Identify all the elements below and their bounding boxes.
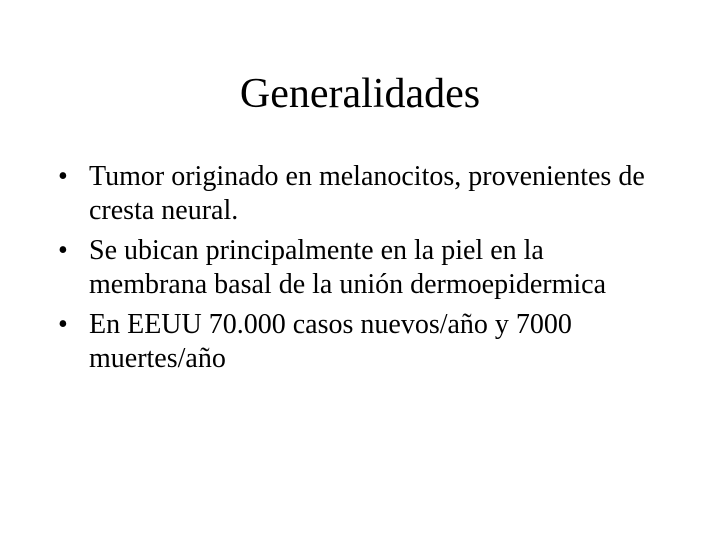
bullet-item — [58, 234, 668, 302]
bullet-marker: • — [58, 161, 68, 192]
bullet-text: Tumor originado en melanocitos, provenientes de cresta neural. — [89, 161, 645, 226]
bullet-item — [58, 160, 668, 228]
bullet-list — [58, 160, 668, 382]
bullet-marker: • — [58, 235, 68, 266]
slide-title: Generalidades — [239, 71, 481, 117]
bullet-item — [58, 308, 668, 376]
bullet-text: En EEUU 70.000 casos nuevos/año y 7000 muertes/año — [89, 309, 572, 374]
bullet-marker: • — [58, 309, 68, 340]
bullet-text: Se ubican principalmente en la piel en la membrana basal de la unión dermoepidermica — [89, 235, 607, 300]
